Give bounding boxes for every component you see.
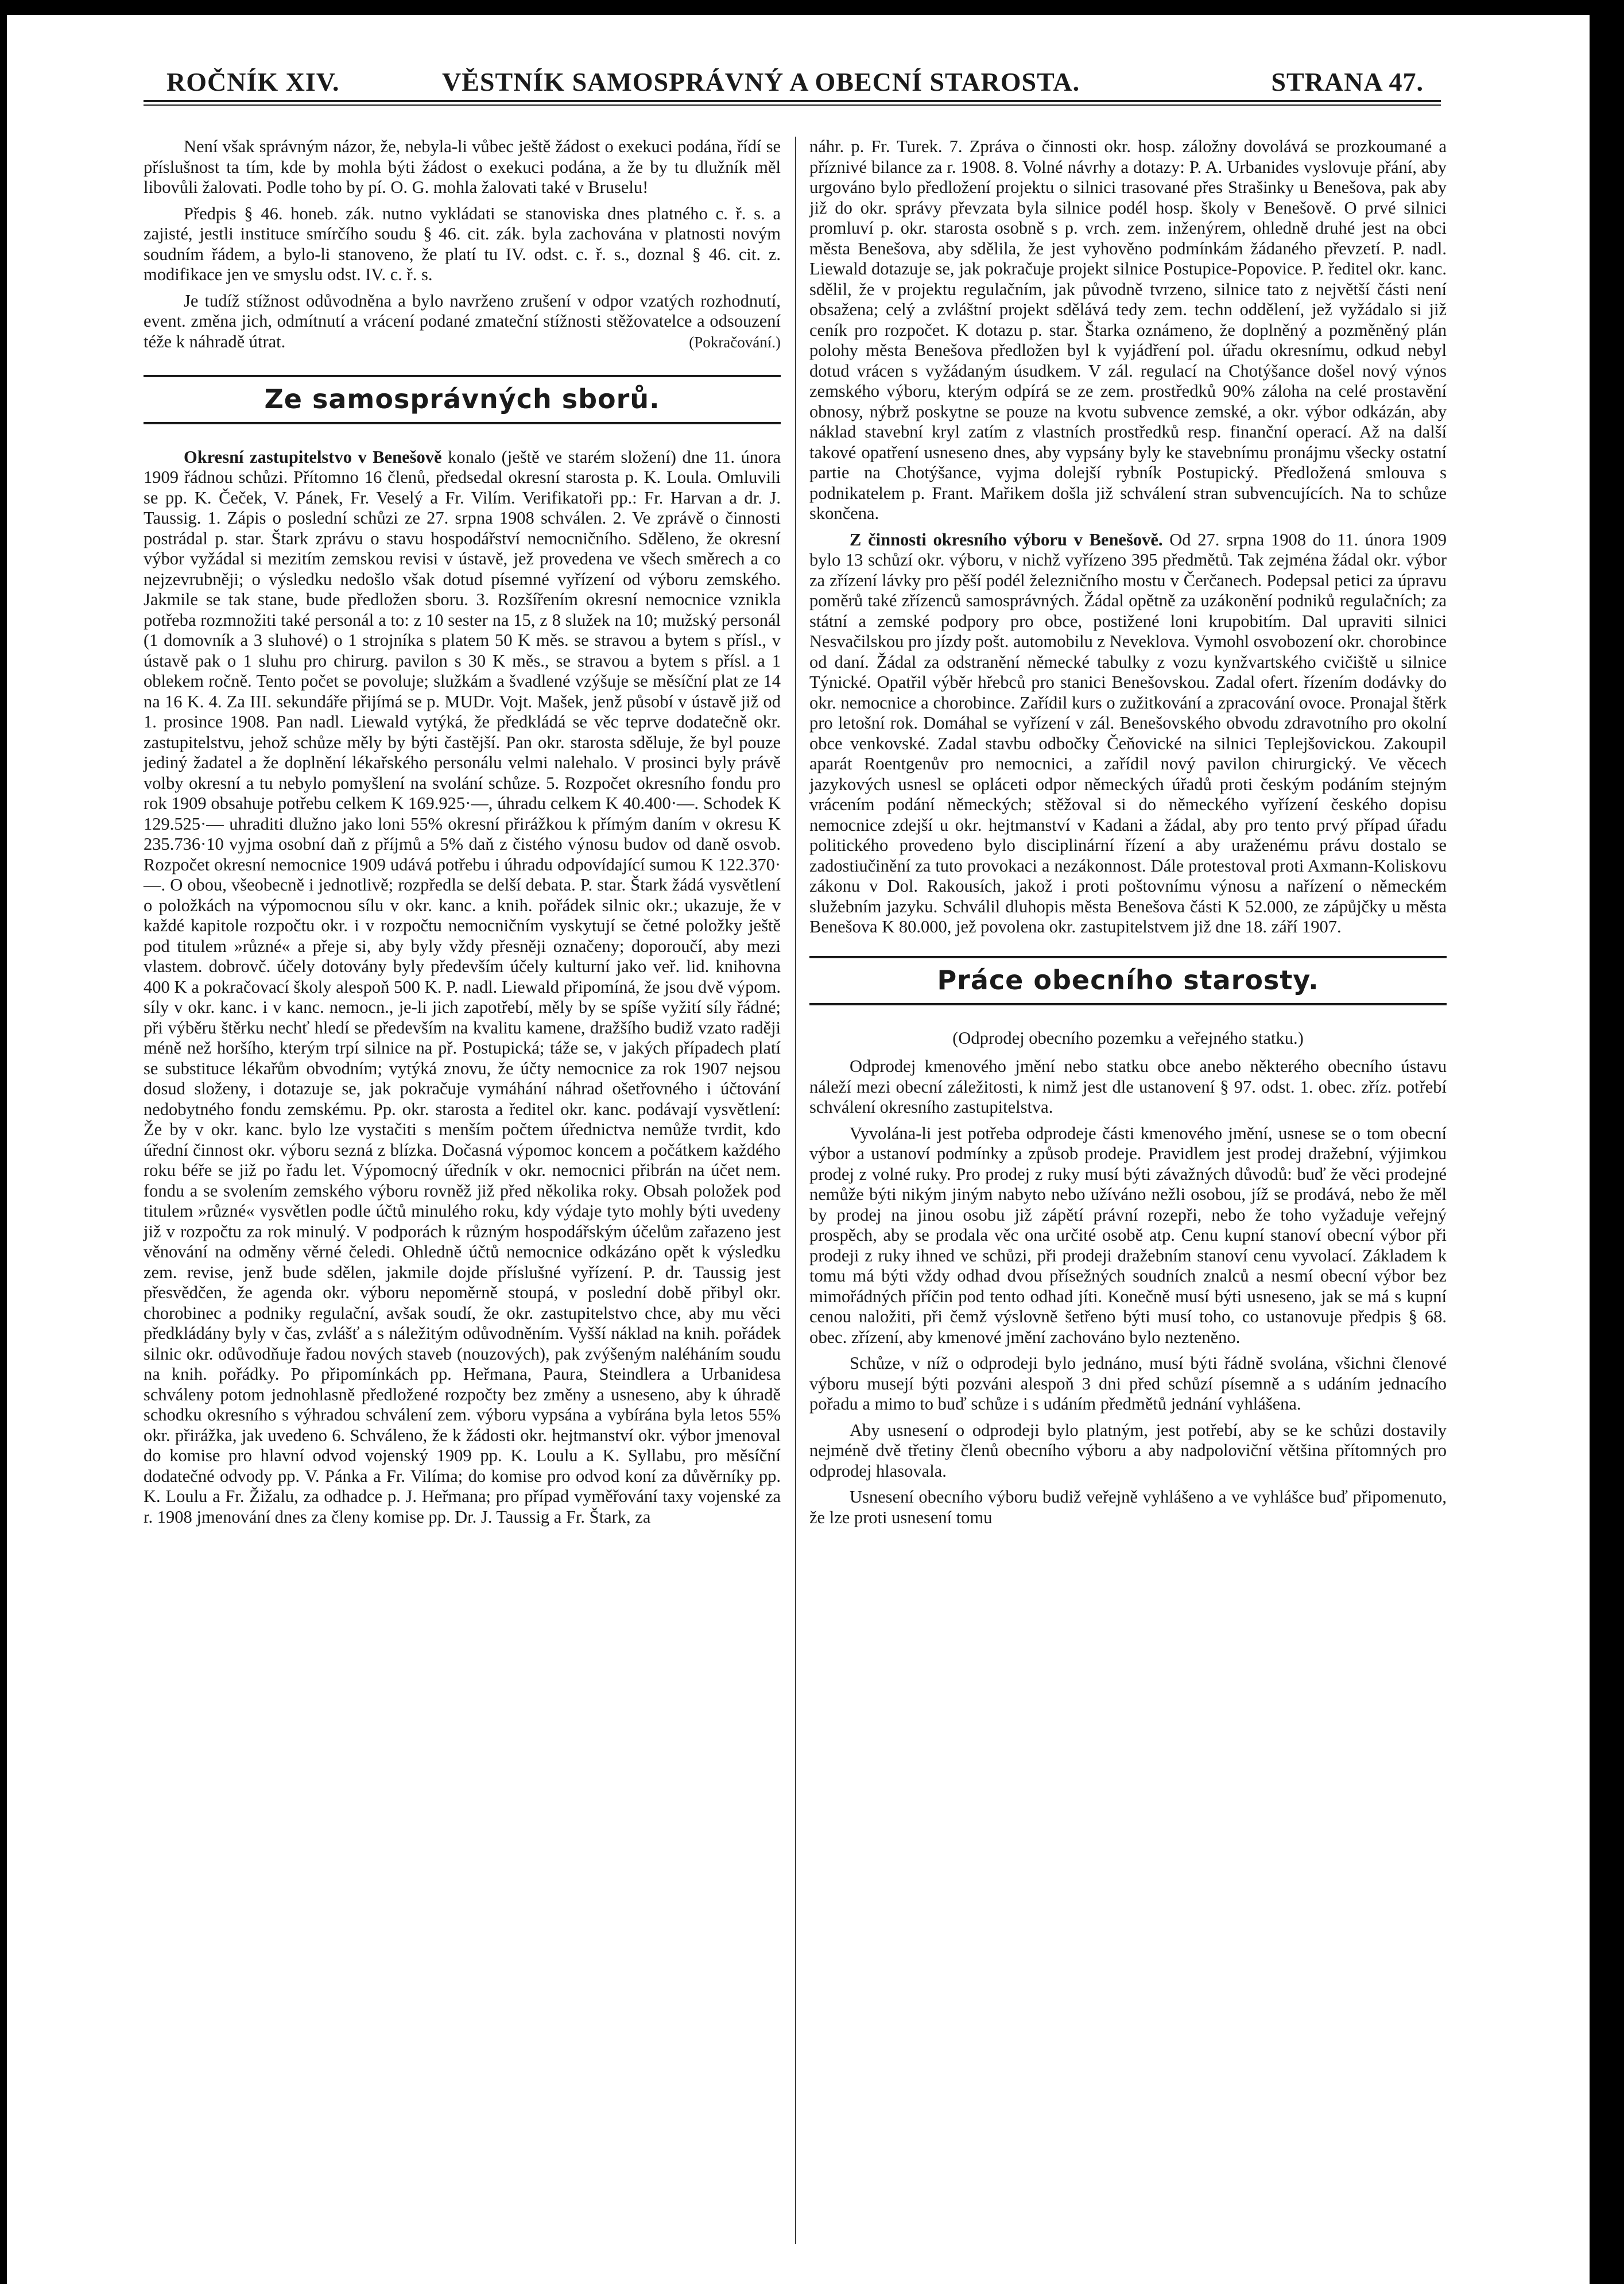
header-rule bbox=[144, 100, 1441, 102]
paragraph-body: Od 27. srpna 1908 do 11. února 1909 bylo 13 schůzí okr. výboru, v nichž vyřízeno 395 předmětů. Tak zejména žádal okr. výbor za zřízení lávky pro pěší podél železničního mostu v Čerčanech. Podepsal petici za úpravu poměrů také zřízenců samosprávných. Žádal opětně za uzákonění podniků regulačních; za státní a zemské podpory pro obce, postižené loni krupobitím. Dal upraviti silnici Nesvačilskou pro jízdy pošt. automobilu z Neveklova. Vymohl osvobození okr. chorobince od daní. Žádal za odstranění německé tabulky z vozu kynžvartského cvičiště u silnice Týnické. Opatřil výběr hřebců pro stanici Benešovskou. Zadal ofert. řízením dodávky do okr. nemocnice a chorobince. Zařídil kurs o zužitkování a zpracování ovoce. Pronajal štěrk pro letošní rok. Domáhal se vyřízení v zál. Benešovského obvodu zdravotního pro okolní obce venkovské. Zadal stavbu odbočky Čeňovické na silnici Teplejšovickou. Zakoupil aparát Roentgenův pro nemocnici, a zařídil nový pavilon chirurgický. Ve věcech jazykových usnesl se opláceti odpor německých úřadů proti českým podáním stejným vrácením podání německých; stěžoval si do německého vyřízení českého dopisu nemocnice zdejší u okr. hejtmanství v Kadani a žádal, aby pro tento prvý případ úřadu politického provedeno bylo disciplinární řízení a aby uraženému právu dostalo se zadostiučinění za tuto provokaci a nezákonnost. Dále protestoval proti Axmann-Koliskovu zákonu v Dol. Rakousích, jakož i proti poštovnímu výnosu a nařízení o německém služebním jazyku. Schválil dluhopis města Benešova části K 52.000, ze zápůjčky u města Benešova K 80.000, jež povolena okr. zastupitelstvem již dne 18. září 1907. bbox=[809, 529, 1447, 936]
section-title: Ze samosprávných sborů. bbox=[144, 375, 781, 424]
page-header bbox=[144, 63, 1424, 98]
paragraph: Je tudíž stížnost odůvodněna a bylo navrženo zrušení v odpor vzatých rozhodnutí, event. změna jich, odmítnutí a vrácení podané zmateční stížnosti stěžovatelce a odsouzení téže k náhradě útrat. bbox=[144, 291, 781, 351]
page-number: STRANA 47. bbox=[1271, 67, 1424, 96]
paragraph: náhr. p. Fr. Turek. 7. Zpráva o činnosti okr. hosp. záložny dovolává se prozkoumané a příznivé bilance za r. 1908. 8. Volné návrhy a dotazy: P. A. Urbanides vyslovuje přání, aby urgováno bylo předložení projektu o silnici trasované přes Strašinky u Benešova, pak aby již do okr. správy převzata byla silnice podél hosp. školy v Benešově. O prvé silnici promluví p. okr. starosta osobně s p. vrch. zem. inženýrem, ohledně druhé jest na obci města Benešova, aby sdělila, že jest vyhověno podmínkám žádaného převzetí. P. nadl. Liewald dotazuje se, jak pokračuje projekt silnice Postupice-Popovice. P. ředitel okr. kanc. sdělil, že v projektu regulačním, jak původně tvrzeno, silnice tato z největší části není obsažena; celý a zvláštní projekt sdělává tedy zem. techn oddělení, jež vyžádalo si již ceník pro rozpočet. K dotazu p. star. Štarka oznámeno, že doplněný a pozměněný plán polohy města Benešova předložen byl k vyjádření pol. úřadu okresnímu, odkud nebyl dotud vrácen s vyžádaným úsudkem. V zál. regulací na Chotýšance došel nový výnos zemského výboru, kterým odpírá se ze zem. prostředků 90% záloha na celé prostavění obnosy, nýbrž poskytne se pouze na kvotu subvence zemské, a okr. výbor odkázán, aby náklad stavební kryl zatím z vlastních prostředků resp. finanční operací. Až na další takové opatření usneseno dnes, aby vypsány byly ke stavebnímu pronájmu všecky ostatní partie na Chotýšance, vyjma dolejší rybník Postupický. Předložená smlouva s podnikatelem p. Frant. Mařikem došla již schválení stran subvencujících. Na to schůze skončena. bbox=[809, 137, 1447, 523]
column-divider bbox=[795, 137, 796, 2244]
paragraph-lead: Okresní zastupitelstvo v Benešově bbox=[184, 447, 442, 467]
paragraph: Předpis § 46. honeb. zák. nutno vykládati se stanoviska dnes platného c. ř. s. a zajisté, jestli instituce smírčího soudu § 46. cit. zák. byla zachována v platnosti novým soudním řádem, a bylo-li stanoveno, že platí tu IV. odst. c. ř. s., doznal § 46. cit. z. modifikace jen ve smyslu odst. IV. c. ř. s. bbox=[144, 203, 781, 284]
section-title: Práce obecního starosty. bbox=[809, 956, 1447, 1005]
right-column bbox=[809, 137, 1447, 1528]
paragraph: Vyvolána-li jest potřeba odprodeje části kmenového jmění, usnese se o tom obecní výbor a ustanoví podmínky a způsob prodeje. Pravidlem jest prodej dražební, výjimkou prodej z volné ruky. Pro prodej z ruky musí býti závažných důvodů: buď že věci prodejné nemůže býti nikým jiným nabyto nebo užíváno nežli osobou, jíž se prodává, nebo že měl by prodej na jinou osobu již zápětí právní rozepři, nebo že toho vyžaduje veřejný prospěch, aby se prodala věc ona určité osobě atp. Cenu kupní stanoví obecní výbor při prodeji z ruky ihned ve schůzi, při prodeji dražebním stanoví cenu vyvolací. Základem k tomu má býti vždy odhad dvou přísežných soudních znalců a nesmí obecní výbor bez mimořádných příčin pod tento odhad jíti. Konečně musí býti usneseno, jak se má s kupní cenou naložiti, při čemž výslovně šetřeno býti musí toho, co ustanovuje předpis § 68. obec. zřízení, aby kmenové jmění zachováno bylo nezteněno. bbox=[809, 1123, 1447, 1347]
scan-border-left bbox=[0, 0, 7, 2284]
volume-label: ROČNÍK XIV. bbox=[166, 67, 340, 96]
paragraph-body: konalo (ještě ve starém složení) dne 11. února 1909 řádnou schůzi. Přítomno 16 členů, předsedal okresní starosta p. K. Loula. Omluvili se pp. K. Čeček, V. Pánek, Fr. Veselý a Fr. Vilím. Verifikatoři pp.: Fr. Harvan a dr. J. Taussig. 1. Zápis o poslední schůzi ze 27. srpna 1908 schválen. 2. Ve zprávě o činnosti postrádal p. star. Štark zprávu o stavu hospodářství nemocničního. Sděleno, že okresní výbor vyžádal si mezitím zemskou revisi v ústavě, jež provedena ve všech směrech a co nejzevrubněji; o výsledku nedošlo však dotud písemné vyřízení od výboru zemského. Jakmile se tak stane, bude předložen sboru. 3. Rozšířením okresní nemocnice vznikla potřeba rozmnožiti také personál a to: z 10 sester na 15, z 8 služek na 10; mužský personál (1 domovník a 3 sluhové) o 1 strojníka s platem 50 K měs. se stravou a bytem s přísl., v ústavě pak o 1 sluhu pro chirurg. pavilon s 30 K měs., se stravou a bytem s přísl. a 1 oblekem ročně. Tento počet se povoluje; služkám a švadlené vzýšuje se měsíční plat ze 14 na 16 K. 4. Za III. sekundáře přijímá se p. MUDr. Vojt. Mašek, jenž působí v ústavě již od 1. prosince 1908. Pan nadl. Liewald vytýká, že předkládá se věc teprve dodatečně okr. zastupitelstvu, jehož schůze měly by býti častější. Pan okr. starosta sděluje, že byl pouze jediný žadatel a že doplnění lékařského personálu velmi nalehalo. V prosinci byly právě volby okresní a tu nebylo pomyšlení na svolání schůze. 5. Rozpočet okresního fondu pro rok 1909 obsahuje potřebu celkem K 169.925·—, úhradu celkem K 40.400·—. Schodek K 129.525·— uhraditi dlužno jako loni 55% okresní přirážkou k přímým daním v okresu K 235.736·10 vyjma osobní daň z příjmů a 5% daň z čistého výnosu budov od daně osvob. Rozpočet okresní nemocnice 1909 udává potřebu i úhradu odpovídající sumou K 122.370·—. O obou, všeobecně i jednotlivě; rozpředla se delší debata. P. star. Štark žádá vysvětlení o položkách na výpomocnou sílu v okr. kanc. a knih. pořádek silnic okr.; ukazuje, že v každé kapitole rozpočtu okr. i v rozpočtu nemocničním vyskytují se četné položky ještě pod titulem »různé« a přeje si, aby byly vždy přesněji označeny; doporoučí, aby mezi vlastem. dobrovč. účely dotovány byly především účely kulturní jako veř. lid. knihovna 400 K a pokračovací školy alespoň 500 K. P. nadl. Liewald připomíná, že jsou dvě výpom. síly v okr. kanc. i v kanc. nemocn., je-li jich zapotřebí, měly by se spíše vyžití síly řádné; při výběru štěrku nechť hledí se především na kvalitu kamene, dražšího budiž vzato raději méně než horšího, kterým trpí silnice na př. Postupická; táže se, v jakých případech platí se substituce lékařům obvodním; vytýká znovu, že účty nemocnice za rok 1907 nejsou dosud složeny, i dotazuje se, jak pokračuje vymáhání náhrad ošetřovného i účtování nedobytného fondu zemskému. Pp. okr. starosta a ředitel okr. kanc. podávají vysvětlení: Že by v okr. kanc. bylo lze vystačiti s menším počtem úřednictva nemůže tvrdit, kdo úřední činnost okr. výboru sezná z blízka. Dočasná výpomoc koncem a počátkem každého roku béře se již po řadu let. Výpomocný úředník v okr. nemocnici přibrán na účet nem. fondu a se svolením zemského výboru rovněž již před několika roky. Obsah položek pod titulem »různé« vysvětlen podle účtů minulého roku, kdy výdaje tyto mohly býti uvedeny již v rozpočtu za rok minulý. V podporách k různým hospodářským účelům zařazeno jest věnování na odměny věrné čeledi. Ohledně účtů nemocnice odkázáno opět k výsledku zem. revise, jenž bude sdělen, jakmile dojde příslušné vyřízení. P. dr. Taussig jest přesvědčen, že agenda okr. výboru nepoměrně stoupá, v poslední době přibyl okr. chorobinec a podniky regulační, avšak soudí, že okr. zastupitelstvo chce, aby mu věci předkládány byly v čas, zvlášť a s náležitým odůvodněním. Vyšší náklad na knih. pořádek silnic okr. odůvodňuje řadou nových staveb (nouzových), pak zvýšeným naléháním soudu na knih. pořádky. Po připomínkách pp. Heřmana, Paura, Steindlera a Urbanidesa schváleny potom jednohlasně předložené rozpočty bez změny a usneseno, aby k úhradě schodku okresního s výhradou schválení zem. výboru vypsána a vybírána byla letos 55% okr. přirážka, jak uvedeno 6. Schváleno, že k žádosti okr. hejtmanství okr. výbor jmenoval do komise pro hlavní odvod vojenský 1909 pp. K. Loulu a K. Syllabu, pro měsíční dodatečné odvody pp. V. Pánka a Fr. Vilíma; do komise pro odvod koní za důvěrníky pp. K. Loulu a Fr. Žižalu, za odhadce p. J. Heřmana; pro případ vyměřování taxy vojenské za r. 1908 jmenování dnes za členy komise pp. Dr. J. Taussig a Fr. Štark, za bbox=[144, 447, 781, 1527]
paragraph: Schůze, v níž o odprodeji bylo jednáno, musí býti řádně svolána, všichni členové výboru musejí býti pozváni alespoň 3 dni před schůzí písemně a s udáním jednacího pořadu a mimo to buď schůze i s udáním předmětů jednání vyhlášena. bbox=[809, 1353, 1447, 1414]
section-subtitle: (Odprodej obecního pozemku a veřejného statku.) bbox=[952, 1028, 1304, 1048]
scan-border-top bbox=[0, 0, 1624, 15]
paragraph-lead: Z činnosti okresního výboru v Benešově. bbox=[850, 529, 1163, 549]
scan-border-right bbox=[1590, 0, 1624, 2284]
paragraph: Aby usnesení o odprodeji bylo platným, jest potřebí, aby se ke schůzi dostavily nejméně dvě třetiny členů obecního výboru a aby nadpoloviční většina přítomných pro odprodej hlasovala. bbox=[809, 1420, 1447, 1481]
paragraph: Není však správným názor, že, nebyla-li vůbec ještě žádost o exekuci podána, řídí se příslušnost ta tím, kde by mohla býti žádost o exekuci podána, a že by tu dlužník měl libovůli žalovati. Podle toho by pí. O. G. mohla žalovati také v Bruselu! bbox=[144, 137, 781, 197]
journal-title: VĚSTNÍK SAMOSPRÁVNÝ A OBECNÍ STAROSTA. bbox=[442, 67, 1080, 96]
continued-note: (Pokračování.) bbox=[689, 334, 781, 351]
paragraph bbox=[809, 530, 1447, 938]
paragraph bbox=[144, 447, 781, 1528]
header-rule-thin bbox=[144, 104, 1441, 106]
left-column bbox=[144, 137, 781, 1527]
paragraph: Odprodej kmenového jmění nebo statku obce anebo některého obecního ústavu náleží mezi obecní záležitosti, k nimž jest dle ustanovení § 97. odst. 1. obec. zříz. potřebí schválení okresního zastupitelstva. bbox=[809, 1056, 1447, 1117]
paragraph: Usnesení obecního výboru budiž veřejně vyhlášeno a ve vyhlášce buď připomenuto, že lze proti usnesení tomu bbox=[809, 1487, 1447, 1527]
